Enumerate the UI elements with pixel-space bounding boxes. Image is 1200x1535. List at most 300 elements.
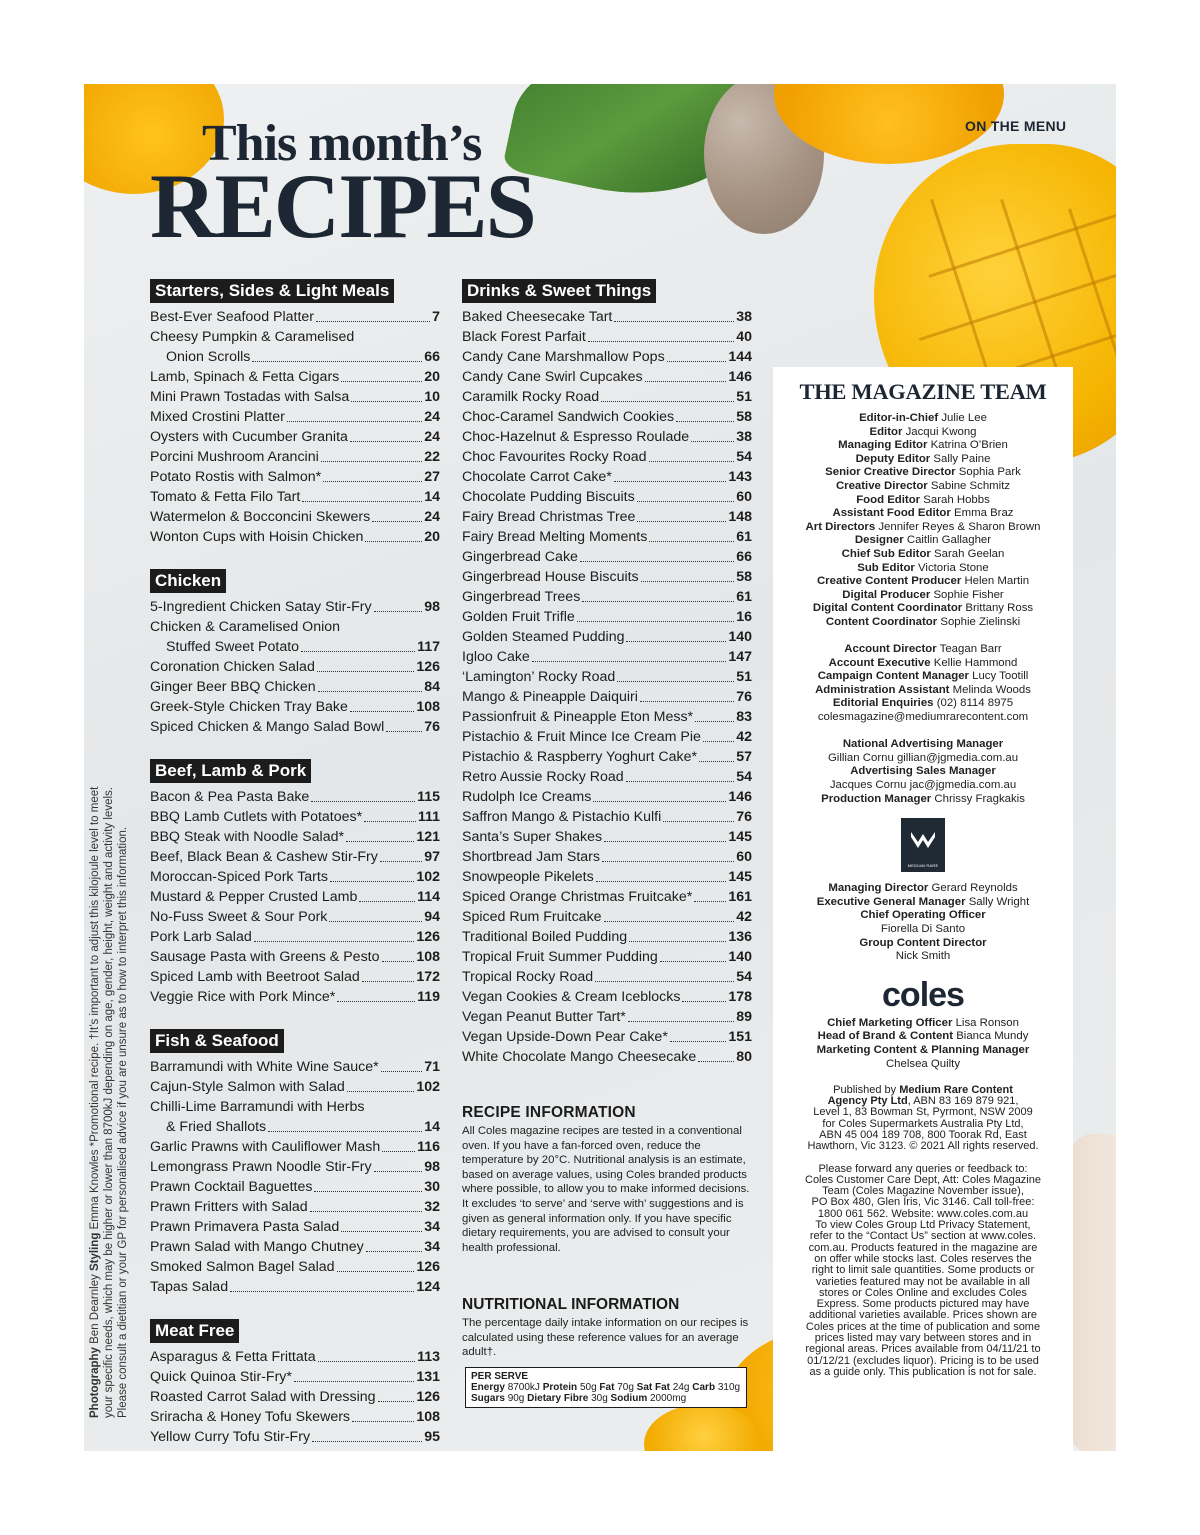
team-title: THE MAGAZINE TEAM: [799, 379, 1047, 404]
recipe-name: Smoked Salmon Bagel Salad: [150, 1259, 335, 1275]
team-name: Jacqui Kwong: [905, 425, 977, 438]
recipe-page-number: 7: [432, 309, 440, 325]
recipe-page-number: 71: [424, 1059, 440, 1075]
dot-leader: [676, 421, 734, 422]
recipe-section: [150, 759, 440, 1007]
recipe-name: Igloo Cake: [462, 649, 530, 665]
recipe-page-number: 126: [416, 929, 440, 945]
team-role: Managing Editor: [838, 439, 928, 452]
dot-leader: [604, 921, 735, 922]
recipe-entry: [462, 467, 752, 487]
dot-leader: [703, 741, 734, 742]
coles-logo: coles: [882, 975, 964, 1014]
recipe-page-number: 114: [417, 889, 440, 905]
recipe-name: Greek-Style Chicken Tray Bake: [150, 699, 348, 715]
recipe-entry: [150, 1177, 440, 1197]
dot-leader: [317, 671, 414, 672]
recipe-name: Passionfruit & Pineapple Eton Mess*: [462, 709, 694, 725]
recipe-page-number: 136: [728, 929, 752, 945]
team-name: Emma Braz: [954, 507, 1014, 520]
team-member: [773, 534, 1073, 548]
recipe-page-number: 89: [736, 1009, 752, 1025]
coo-role: Chief Operating Officer: [860, 909, 986, 922]
recipe-entry: [462, 767, 752, 787]
recipe-entry: [150, 1057, 440, 1077]
recipe-name: Ginger Beer BBQ Chicken: [150, 679, 316, 695]
team-name: Brittany Ross: [965, 602, 1034, 615]
medium-rare-logo: [901, 818, 945, 872]
dot-leader: [645, 381, 727, 382]
recipe-entry: [462, 807, 752, 827]
magazine-team-panel: [773, 367, 1073, 1451]
dot-leader: [629, 941, 726, 942]
dot-leader: [230, 1291, 414, 1292]
recipe-page-number: 42: [736, 729, 752, 745]
team-member: [773, 439, 1073, 453]
team-account-list: [773, 643, 1073, 711]
team-role: Art Directors: [805, 520, 876, 533]
recipe-name: Prawn Fritters with Salad: [150, 1199, 308, 1215]
recipe-entry: [462, 907, 752, 927]
recipe-page-number: 115: [417, 789, 440, 805]
team-role: Designer: [854, 534, 904, 547]
team-member: [773, 657, 1073, 671]
recipe-page-number: 111: [417, 809, 440, 825]
nutrient-value: 50g: [579, 1382, 597, 1393]
recipe-entry: [150, 1387, 440, 1407]
recipe-entry: [150, 847, 440, 867]
team-name: Helen Martin: [964, 575, 1030, 588]
team-member: [773, 670, 1073, 684]
recipe-page-number: 84: [424, 679, 440, 695]
team-role: Editor-in-Chief: [859, 412, 939, 424]
feedback-line: right to limit sale quantities. Some products or: [811, 1264, 1035, 1277]
recipe-entry: [150, 887, 440, 907]
recipe-entry: [150, 407, 440, 427]
section-tag: ON THE MENU: [965, 118, 1067, 134]
recipe-name: Mustard & Pepper Crusted Lamb: [150, 889, 358, 905]
dot-leader: [698, 1061, 734, 1062]
recipe-name: Asparagus & Fetta Frittata: [150, 1349, 316, 1365]
recipe-entry: [462, 547, 752, 567]
dot-leader: [323, 481, 422, 482]
recipe-page-number: 24: [424, 429, 440, 445]
recipe-entry: [150, 1137, 440, 1157]
recipe-page-number: 151: [728, 1029, 752, 1045]
recipe-entry: [150, 987, 440, 1007]
recipe-entry: [462, 967, 752, 987]
recipe-name: Baked Cheesecake Tart: [462, 309, 613, 325]
feedback-line: To view Coles Group Ltd Privacy Statement,: [815, 1219, 1031, 1232]
team-member: [773, 453, 1073, 467]
recipe-name: Retro Aussie Rocky Road: [462, 769, 624, 785]
team-role: Editor: [869, 425, 903, 438]
recipe-name: Beef, Black Bean & Cashew Stir-Fry: [150, 849, 378, 865]
recipe-page-number: 54: [736, 449, 752, 465]
dot-leader: [582, 601, 734, 602]
recipe-page-number: 146: [728, 369, 752, 385]
dot-leader: [268, 1131, 422, 1132]
recipe-name: Traditional Boiled Pudding: [462, 929, 628, 945]
recipe-name: Sausage Pasta with Greens & Pesto: [150, 949, 380, 965]
recipe-page-number: 144: [728, 349, 752, 365]
nutrient-label: Dietary Fibre: [527, 1393, 589, 1404]
dot-leader: [374, 1171, 423, 1172]
dot-leader: [346, 841, 414, 842]
team-name: Sophie Fisher: [933, 588, 1004, 601]
team-name: Gerard Reynolds: [931, 882, 1018, 895]
recipe-entry: [462, 627, 752, 647]
team-role: Managing Director: [828, 882, 929, 895]
recipe-page-number: 80: [736, 1049, 752, 1065]
recipe-entry: [462, 1007, 752, 1027]
nat-ad-name: Gillian Cornu gillian@jgmedia.com.au: [827, 751, 1019, 764]
hbc-role: Head of Brand & Content: [817, 1030, 954, 1043]
dot-leader: [580, 561, 734, 562]
feedback-line: Express. Some products pictured may have: [816, 1298, 1030, 1311]
recipe-name: Chocolate Carrot Cake*: [462, 469, 612, 485]
nutrient-value: 310g: [717, 1382, 741, 1393]
disclaimer-line1: *Promotional recipe. †It’s important to adjust this kilojoule level to meet: [89, 786, 101, 1147]
recipe-page-number: 66: [424, 349, 440, 365]
dot-leader: [663, 821, 734, 822]
recipe-entry: [462, 1047, 752, 1067]
dot-leader: [595, 981, 734, 982]
recipe-entry: [150, 1117, 440, 1137]
recipe-page-number: 38: [736, 309, 752, 325]
recipe-entry: [150, 1197, 440, 1217]
recipe-name: Prawn Primavera Pasta Salad: [150, 1219, 340, 1235]
recipe-entry: [150, 1077, 440, 1097]
page-title-line1: This month’s: [202, 115, 482, 172]
recipe-entry: [150, 447, 440, 467]
team-executive-list: [773, 882, 1073, 909]
team-role: Digital Producer: [842, 588, 931, 601]
recipe-entry: [150, 487, 440, 507]
recipe-page-number: 126: [416, 1259, 440, 1275]
per-serve-box: [465, 1367, 747, 1408]
recipe-name: Wonton Cups with Hoisin Chicken: [150, 529, 364, 545]
recipe-entry: [150, 907, 440, 927]
recipe-page-number: 32: [424, 1199, 440, 1215]
recipe-name: Pork Larb Salad: [150, 929, 252, 945]
recipe-name: Barramundi with White Wine Sauce*: [150, 1059, 379, 1075]
photography-label: Photography: [89, 1347, 101, 1418]
recipe-page-number: 148: [728, 509, 752, 525]
recipe-page-number: 34: [424, 1219, 440, 1235]
recipe-name: Gingerbread House Biscuits: [462, 569, 639, 585]
recipe-page-number: 108: [416, 1409, 440, 1425]
recipe-entry: [462, 727, 752, 747]
recipe-information: [462, 1104, 752, 1255]
recipe-name: Gingerbread Trees: [462, 589, 581, 605]
dot-leader: [372, 521, 422, 522]
recipe-name: BBQ Steak with Noodle Salad*: [150, 829, 345, 845]
recipe-name: Black Forest Parfait: [462, 329, 586, 345]
gcd-name: Nick Smith: [895, 950, 951, 963]
dot-leader: [350, 711, 414, 712]
recipe-page-number: 40: [736, 329, 752, 345]
recipe-page-number: 102: [416, 869, 440, 885]
team-role: Creative Content Producer: [816, 575, 962, 588]
section-heading: Starters, Sides & Light Meals: [150, 279, 394, 303]
recipe-page-number: 119: [417, 989, 440, 1005]
team-name: Sally Wright: [968, 895, 1030, 908]
dot-leader: [637, 501, 735, 502]
team-member: [773, 521, 1073, 535]
recipe-name: Chilli-Lime Barramundi with Herbs: [150, 1099, 365, 1115]
recipe-entry: [150, 807, 440, 827]
team-role: Administration Assistant: [815, 683, 950, 696]
recipe-name: Chocolate Pudding Biscuits: [462, 489, 635, 505]
recipe-name: Stuffed Sweet Potato: [166, 639, 300, 655]
dot-leader: [614, 481, 727, 482]
ad-sales-role: Advertising Sales Manager: [850, 765, 996, 778]
dot-leader: [341, 1231, 422, 1232]
team-member: [773, 480, 1073, 494]
recipe-entry: [462, 687, 752, 707]
recipe-page-number: 57: [736, 749, 752, 765]
recipe-name: Pistachio & Fruit Mince Ice Cream Pie: [462, 729, 701, 745]
recipe-name: Snowpeople Pikelets: [462, 869, 594, 885]
team-member: [773, 697, 1073, 711]
feedback-line: refer to the “Contact Us” section at www.coles.: [809, 1230, 1037, 1243]
dot-leader: [254, 941, 415, 942]
recipe-entry: [150, 1277, 440, 1297]
recipe-page-number: 113: [417, 1349, 440, 1365]
recipe-name: Lamb, Spinach & Fetta Cigars: [150, 369, 340, 385]
recipe-name: Rudolph Ice Creams: [462, 789, 592, 805]
recipe-name: No-Fuss Sweet & Sour Pork: [150, 909, 328, 925]
dot-leader: [321, 461, 422, 462]
dot-leader: [359, 901, 415, 902]
team-email[interactable]: colesmagazine@mediumrarecontent.com: [817, 711, 1029, 724]
recipe-name: Tomato & Fetta Filo Tart: [150, 489, 301, 505]
recipe-page-number: 117: [417, 639, 440, 655]
recipe-name: Choc-Hazelnut & Espresso Roulade: [462, 429, 690, 445]
recipe-page-number: 61: [736, 589, 752, 605]
recipe-page-number: 124: [416, 1279, 440, 1295]
production-name: Chrissy Fragkakis: [934, 792, 1025, 805]
disclaimer-line3: Please consult a dietitian or your GP for personalised advice if you are unsure as to how to interpret this information.: [117, 826, 129, 1418]
nutrient-value: 90g: [507, 1393, 525, 1404]
nutrient-value: 24g: [672, 1382, 690, 1393]
team-member: [773, 562, 1073, 576]
recipe-page-number: 54: [736, 769, 752, 785]
team-member: [773, 602, 1073, 616]
recipe-name: Spiced Orange Christmas Fruitcake*: [462, 889, 693, 905]
dot-leader: [374, 611, 423, 612]
nutrition-heading: NUTRITIONAL INFORMATION: [462, 1296, 680, 1313]
recipe-page-number: 76: [736, 689, 752, 705]
team-member: [773, 507, 1073, 521]
recipe-name: Golden Steamed Pudding: [462, 629, 625, 645]
recipe-entry: [150, 677, 440, 697]
team-role: Account Director: [844, 643, 937, 656]
recipe-page-number: 94: [424, 909, 440, 925]
feedback-line: PO Box 480, Glen Iris, Vic 3146. Call toll-free:: [811, 1196, 1035, 1209]
team-role: Senior Creative Director: [825, 466, 956, 479]
feedback-line: com.au. Products featured in the magazine are: [808, 1241, 1038, 1254]
recipe-entry: [150, 617, 440, 637]
cmo-role: Chief Marketing Officer: [827, 1016, 953, 1029]
recipe-name: Candy Cane Marshmallow Pops: [462, 349, 665, 365]
recipe-entry: [150, 597, 440, 617]
dot-leader: [302, 501, 422, 502]
recipe-section: [150, 279, 440, 547]
recipe-name: ‘Lamington’ Rocky Road: [462, 669, 616, 685]
feedback-info: [773, 1164, 1073, 1379]
recipe-name: Vegan Peanut Butter Tart*: [462, 1009, 626, 1025]
stylist-name: Emma Knowles: [89, 1149, 101, 1230]
recipe-name: Spiced Chicken & Mango Salad Bowl: [150, 719, 385, 735]
team-role: Digital Content Coordinator: [812, 602, 963, 615]
section-heading: Chicken: [150, 569, 226, 593]
dot-leader: [337, 1271, 415, 1272]
recipe-name: Fairy Bread Christmas Tree: [462, 509, 636, 525]
section-heading: Fish & Seafood: [150, 1029, 284, 1053]
feedback-line: 1800 061 562. Website: www.coles.com.au: [817, 1207, 1029, 1220]
team-editorial-list: [773, 412, 1073, 630]
dot-leader: [640, 701, 734, 702]
recipe-entry: [462, 387, 752, 407]
recipe-name: Golden Fruit Trifle: [462, 609, 575, 625]
recipe-name: Spiced Rum Fruitcake: [462, 909, 602, 925]
dot-leader: [660, 961, 727, 962]
recipe-name: Quick Quinoa Stir-Fry*: [150, 1369, 292, 1385]
recipe-page-number: 116: [417, 1139, 440, 1155]
recipe-page-number: 16: [736, 609, 752, 625]
dot-leader: [382, 1151, 415, 1152]
team-role: Account Executive: [828, 656, 931, 669]
recipe-name: Best-Ever Seafood Platter: [150, 309, 315, 325]
recipe-page-number: 145: [728, 829, 752, 845]
dot-leader: [301, 651, 415, 652]
dot-leader: [318, 691, 423, 692]
dot-leader: [626, 781, 735, 782]
recipe-name: Prawn Cocktail Baguettes: [150, 1179, 313, 1195]
recipe-name: Oysters with Cucumber Granita: [150, 429, 348, 445]
recipe-entry: [150, 827, 440, 847]
medium-rare-logo-text: MEDIUM RARE: [907, 863, 939, 869]
recipe-section: [150, 1029, 440, 1297]
dot-leader: [596, 881, 727, 882]
recipe-name: Lemongrass Prawn Noodle Stir-Fry: [150, 1159, 372, 1175]
recipe-entry: [462, 867, 752, 887]
recipe-entry: [462, 707, 752, 727]
nutrient-label: Sugars: [471, 1393, 505, 1404]
team-member: [773, 426, 1073, 440]
recipe-entry: [150, 1237, 440, 1257]
recipe-page-number: 14: [424, 1119, 440, 1135]
recipe-name: Cheesy Pumpkin & Caramelised: [150, 329, 355, 345]
recipe-entry: [462, 987, 752, 1007]
section-heading: Beef, Lamb & Pork: [150, 759, 311, 783]
dot-leader: [352, 1421, 414, 1422]
recipe-page-number: 146: [728, 789, 752, 805]
recipe-entry: [150, 327, 440, 347]
recipe-entry: [150, 697, 440, 717]
dot-leader: [351, 401, 422, 402]
recipe-page-number: 60: [736, 489, 752, 505]
section-heading: Meat Free: [150, 1319, 239, 1343]
dot-leader: [341, 381, 422, 382]
recipe-name: Tropical Rocky Road: [462, 969, 594, 985]
recipe-entry: [462, 367, 752, 387]
recipe-page-number: 140: [728, 629, 752, 645]
feedback-line: regional areas. Prices available from 04/11/21 to: [805, 1343, 1041, 1356]
team-member: [773, 412, 1073, 426]
dot-leader: [699, 761, 734, 762]
recipe-entry: [150, 947, 440, 967]
recipe-page-number: 126: [416, 1389, 440, 1405]
recipe-name: BBQ Lamb Cutlets with Potatoes*: [150, 809, 363, 825]
per-serve-values: [471, 1382, 741, 1404]
recipe-page-number: 51: [736, 669, 752, 685]
recipe-entry: [150, 527, 440, 547]
recipe-entry: [462, 747, 752, 767]
recipe-name: Spiced Lamb with Beetroot Salad: [150, 969, 360, 985]
team-member: [773, 643, 1073, 657]
team-member: [773, 494, 1073, 508]
feedback-line: Team (Coles Magazine November issue),: [822, 1185, 1024, 1198]
recipe-entry: [462, 427, 752, 447]
team-name: Lucy Tootill: [972, 670, 1029, 683]
nutrient-label: Sodium: [610, 1393, 648, 1404]
recipe-entry: [462, 1027, 752, 1047]
hbc-name: Bianca Mundy: [956, 1030, 1029, 1043]
team-role: Content Coordinator: [825, 615, 938, 628]
recipe-page-number: 102: [416, 1079, 440, 1095]
dot-leader: [380, 861, 422, 862]
recipe-entry: [150, 1347, 440, 1367]
recipe-entry: [150, 1257, 440, 1277]
recipe-name: Choc-Caramel Sandwich Cookies: [462, 409, 675, 425]
dot-leader: [381, 1071, 423, 1072]
styling-label: Styling: [89, 1232, 101, 1271]
recipe-name: Saffron Mango & Pistachio Kulfi: [462, 809, 662, 825]
recipe-page-number: 58: [736, 409, 752, 425]
team-name: Melinda Woods: [952, 683, 1031, 696]
dot-leader: [628, 1021, 734, 1022]
mcp-role: Marketing Content & Planning Manager: [816, 1043, 1030, 1056]
recipe-name: Moroccan-Spiced Pork Tarts: [150, 869, 328, 885]
recipe-entry: [150, 787, 440, 807]
team-role: Creative Director: [835, 479, 928, 492]
photo-credit-note: [88, 738, 130, 1418]
recipe-entry: [150, 1427, 440, 1447]
dot-leader: [670, 1041, 726, 1042]
dot-leader: [602, 861, 734, 862]
recipe-name: Choc Favourites Rocky Road: [462, 449, 647, 465]
team-member: [773, 684, 1073, 698]
recipe-name: Porcini Mushroom Arancini: [150, 449, 319, 465]
coo-name: Fiorella Di Santo: [880, 923, 966, 935]
recipe-entry: [462, 447, 752, 467]
team-role: Assistant Food Editor: [832, 507, 951, 520]
dot-leader: [350, 441, 422, 442]
nutrient-label: Energy: [471, 1382, 505, 1393]
nutrient-label: Fat: [599, 1382, 615, 1393]
dot-leader: [641, 581, 735, 582]
nutrient-label: Protein: [542, 1382, 578, 1393]
dot-leader: [691, 441, 734, 442]
recipe-name: Garlic Prawns with Cauliflower Mash: [150, 1139, 381, 1155]
photographer-name: Ben Dearnley: [89, 1274, 101, 1344]
team-name: Sabine Schmitz: [930, 479, 1011, 492]
recipe-entry: [462, 507, 752, 527]
recipe-entry: [462, 487, 752, 507]
